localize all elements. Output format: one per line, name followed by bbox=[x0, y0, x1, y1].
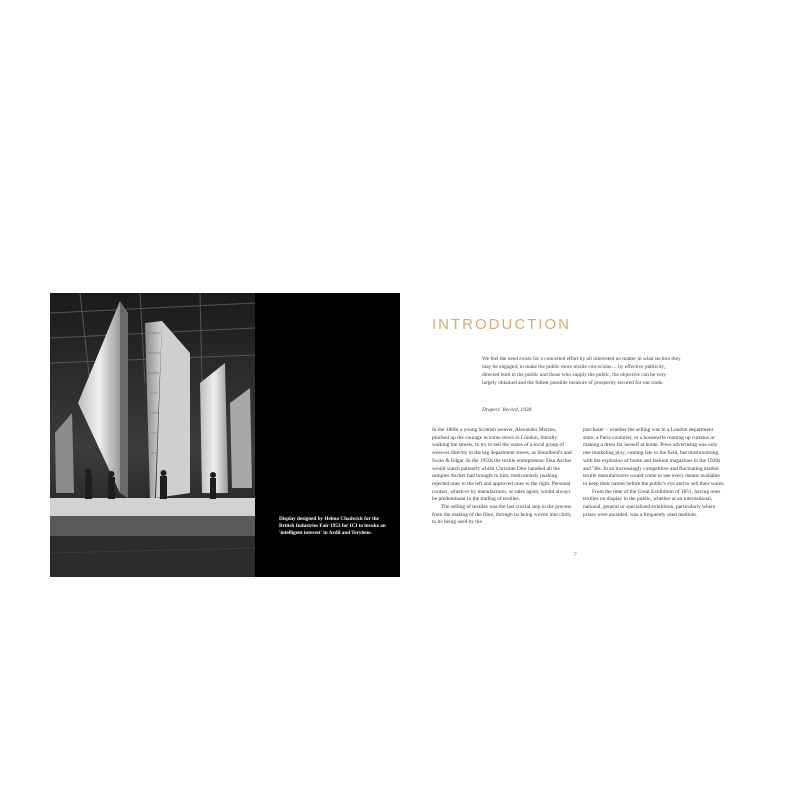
paragraph: In the 1860s a young Scottish weaver, Alexander Morton, plucked up the courage to come down to London, literally walking the streets, to try to sell the wares of a local group of weavers directly to the big department stores, as Shoolbred's and Swan & Edgar. In the 1950s the textile entrepreneur Zika Ascher would watch patiently whilst Christian Dior handled all the samples Ascher had brought to him, meticulously pushing rejected ones to the left and approved ones to the right. Personal contact, wheth-er by manufacturer, or sales agent, would always be predominant in the trading of textiles. bbox=[432, 427, 572, 503]
paragraph: The selling of textiles was the last crucial step in the process from the making of the fibre, through its being woven into cloth, to its being used by the bbox=[432, 504, 572, 526]
photo-panel bbox=[50, 293, 400, 577]
body-column-right bbox=[583, 427, 725, 519]
page-number: 7 bbox=[574, 552, 577, 558]
paragraph: From the time of the Great Exhibition of 1851, having ones textiles on display to the public, whether at an international, national, general or specialized exhibition, particularly where prizes were awarded, was a frequently used medium. bbox=[583, 488, 721, 518]
chapter-title: INTRODUCTION bbox=[432, 316, 571, 333]
paragraph: purchaser – whether the selling was to a London department store, a Paris couturier, or a housewife running up curtains or making a dress for herself at home. Press advertising was only one marketing ploy, coming late to the field, but mushrooming with the explosion of home and fashion magazines in the 1920s and '30s. In an increasingly competitive and fluctuating market textile manufacturers would come to use every means available to keep their names before the public's eye and to sell their wares. bbox=[583, 427, 725, 487]
exhibition-photo bbox=[50, 293, 255, 577]
body-column-left bbox=[432, 427, 574, 527]
epigraph-source: Drapers' Record, 1938 bbox=[482, 407, 532, 413]
epigraph-quote: We feel the need exists for a concerted effort by all interested no matter in what section they may be engaged, to make the public more textile con-scious… by effective publicity, directed both to the public and those who supply the public, the objective can be very largely obtained and the fullest possible measure of prosperity secured for our trade. bbox=[482, 356, 681, 386]
photo-caption: Display designed by Helmo Chadwick for the British Industries Fair 1953 for ICI to invoke an 'intelligent interest' in Ardil and Terylene. bbox=[279, 516, 386, 536]
